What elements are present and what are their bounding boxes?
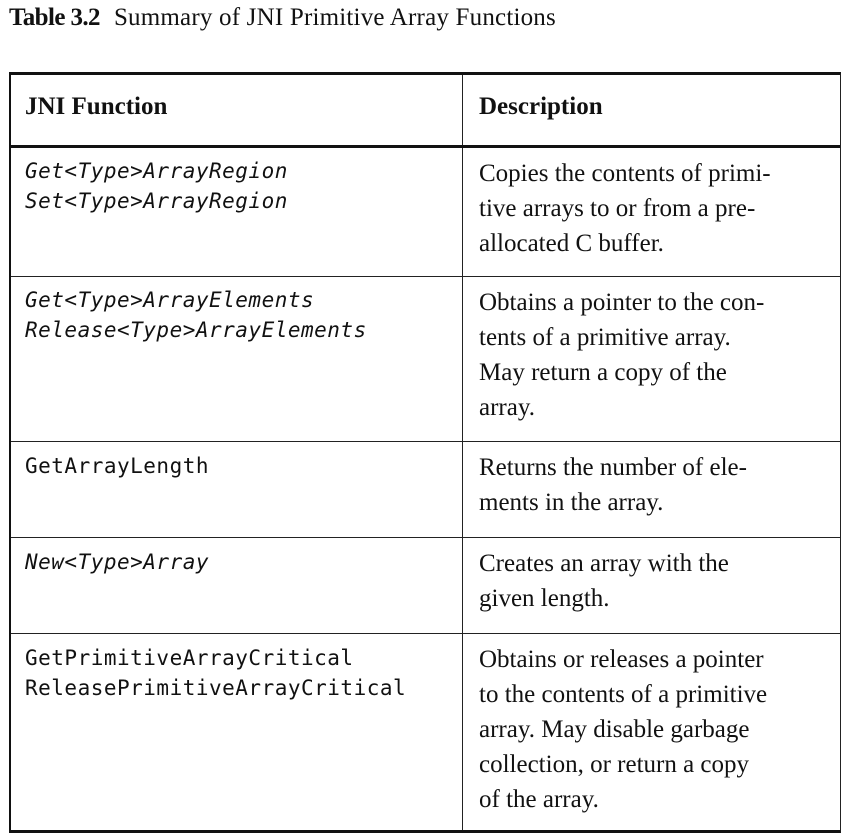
function-names [25, 285, 367, 345]
function-name: ReleasePrimitiveArrayCritical [25, 676, 407, 700]
function-names [25, 156, 288, 216]
description-line: allocated C buffer. [479, 230, 664, 257]
description-line: array. May disable garbage [479, 716, 750, 743]
function-name: Release<Type>ArrayElements [25, 318, 367, 342]
function-name: Get<Type>ArrayElements [25, 288, 315, 312]
description-line: collection, or return a copy [479, 751, 750, 778]
table-title: Summary of JNI Primitive Array Functions [113, 4, 556, 31]
function-name: Get<Type>ArrayRegion [25, 159, 288, 183]
description-line: array. [479, 394, 535, 421]
table-row [11, 277, 840, 441]
description-line: tents of a primitive array. [479, 324, 731, 351]
description-line: Creates an array with the [479, 550, 729, 577]
table-row [11, 148, 840, 277]
function-names [25, 643, 406, 703]
function-description [479, 546, 831, 616]
table-row [11, 634, 840, 830]
table-caption [9, 4, 556, 32]
description-line: of the array. [479, 786, 599, 813]
function-description [479, 285, 831, 425]
table-header-row [11, 75, 840, 145]
function-name: Set<Type>ArrayRegion [25, 189, 288, 213]
description-line: Returns the number of ele- [479, 454, 747, 481]
function-description [479, 156, 831, 261]
function-description [479, 450, 831, 520]
function-names [25, 547, 209, 577]
header-description: Description [479, 93, 603, 120]
description-line: to the contents of a primitive [479, 681, 768, 708]
function-name: GetArrayLength [25, 454, 210, 478]
jni-functions-table [9, 72, 841, 833]
header-jni-function: JNI Function [25, 93, 168, 120]
description-line: tive arrays to or from a pre- [479, 195, 756, 222]
description-line: May return a copy of the [479, 359, 727, 386]
function-name: New<Type>Array [25, 550, 210, 574]
table-number: Table 3.2 [9, 4, 100, 31]
function-names [25, 451, 209, 481]
table-row [11, 442, 840, 537]
description-line: ments in the array. [479, 489, 664, 516]
description-line: Obtains or releases a pointer [479, 646, 764, 673]
table-row [11, 538, 840, 633]
function-name: GetPrimitiveArrayCritical [25, 646, 354, 670]
description-line: Copies the contents of primi- [479, 160, 771, 187]
description-line: Obtains a pointer to the con- [479, 289, 765, 316]
description-line: given length. [479, 585, 610, 612]
function-description [479, 642, 831, 817]
